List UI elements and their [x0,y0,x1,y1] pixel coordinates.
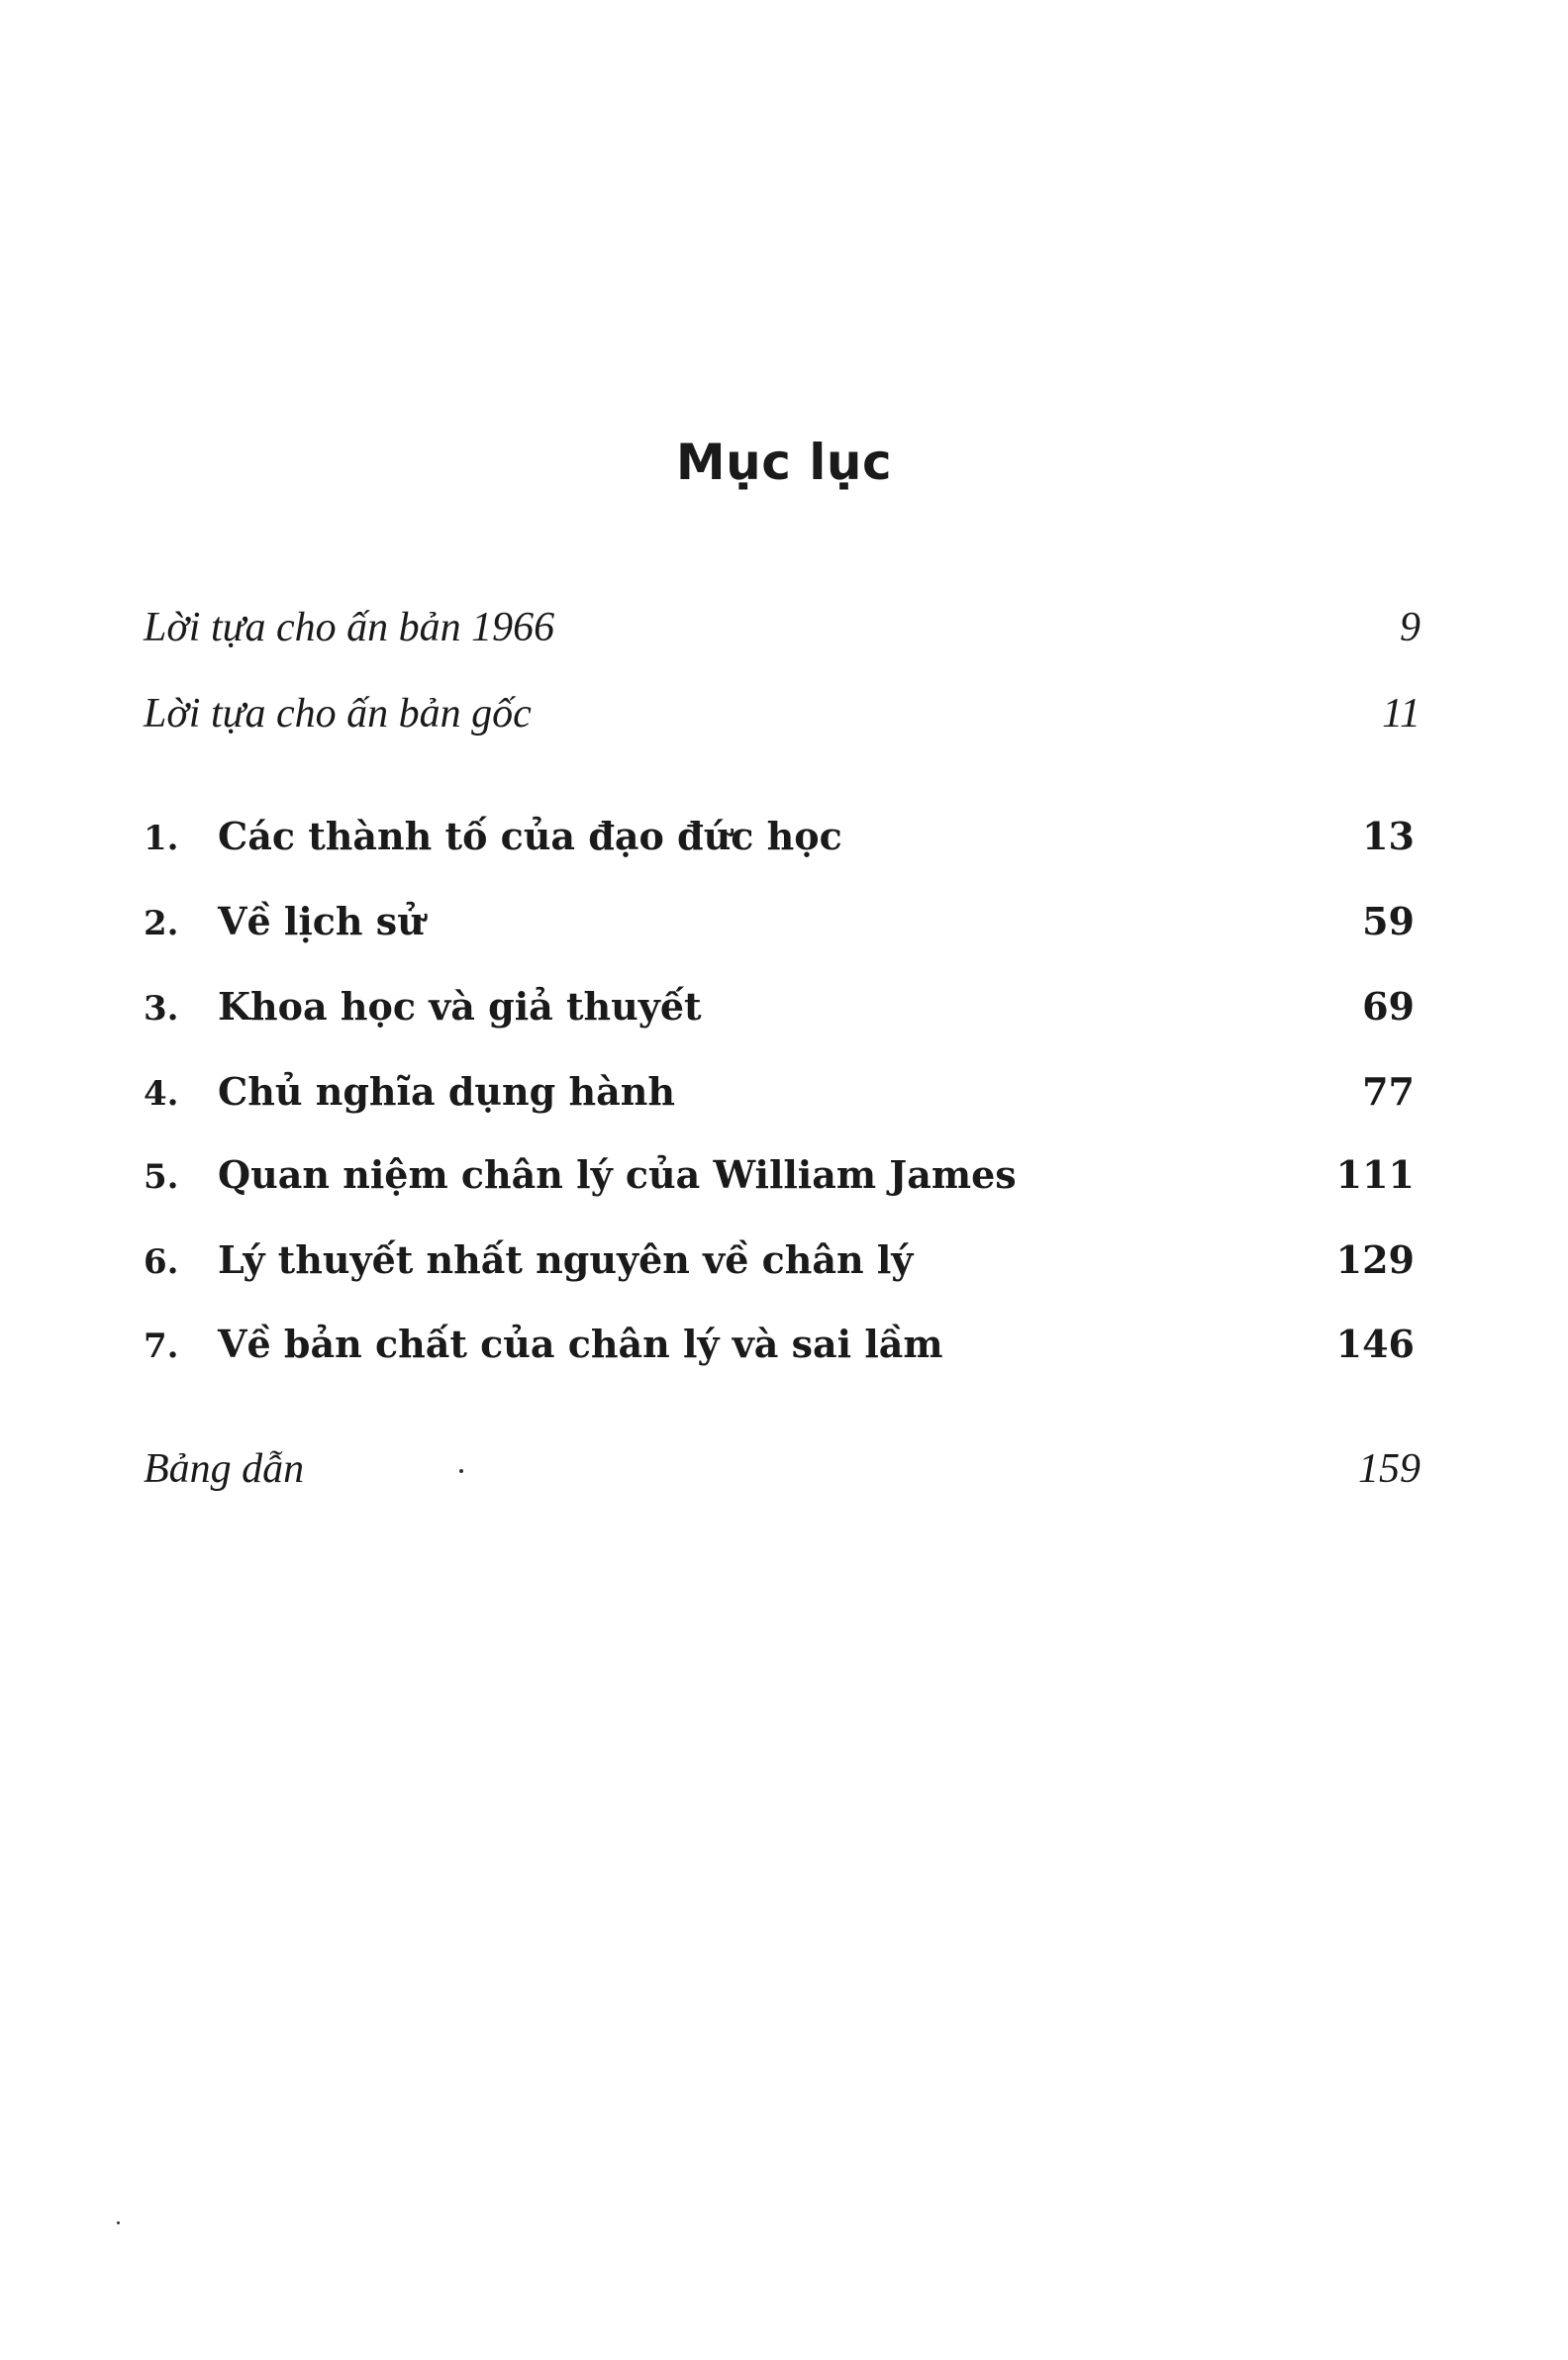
toc-entry-number: 5. [144,1157,179,1197]
toc-entry-number: 4. [144,1074,179,1114]
toc-entry-page: 9 [1400,605,1421,650]
toc-entry-label: Quan niệm chân lý của William James [218,1152,1017,1197]
toc-entry-number: 6. [144,1242,179,1282]
toc-entry-chapter-1 [144,814,1421,873]
toc-entry-number: 3. [144,989,179,1029]
toc-entry-index [144,1445,1421,1505]
toc-entry-page: 111 [1335,1152,1415,1197]
toc-entry-chapter-7 [144,1322,1421,1381]
toc-entry-page: 146 [1335,1322,1415,1366]
toc-entry-label: Về lịch sử [218,899,425,943]
toc-entry-label: Lý thuyết nhất nguyên về chân lý [218,1237,914,1282]
toc-entry-label: Về bản chất của chân lý và sai lầm [218,1322,943,1366]
toc-entry-page: 129 [1335,1237,1415,1282]
toc-entry-chapter-2 [144,899,1421,958]
toc-entry-label: Lời tựa cho ấn bản gốc [144,691,532,737]
toc-entry-page: 159 [1358,1446,1421,1492]
toc-entry-number: 1. [144,819,179,858]
toc-entry-page: 77 [1362,1069,1415,1114]
page-title: Mục lục [675,434,893,491]
toc-entry-preface-original [144,690,1421,749]
toc-entry-page: 69 [1362,984,1415,1029]
toc-entry-chapter-4 [144,1069,1421,1129]
toc-entry-label: Các thành tố của đạo đức học [218,814,842,858]
toc-entry-label: Lời tựa cho ấn bản 1966 [144,605,555,650]
toc-entry-chapter-5 [144,1152,1421,1212]
toc-entry-label: Khoa học và giả thuyết [218,984,702,1029]
toc-entry-number: 2. [144,904,179,943]
toc-entry-number: 7. [144,1327,179,1366]
toc-entry-chapter-6 [144,1237,1421,1297]
toc-entry-label: Bảng dẫn [144,1446,305,1492]
scan-speck [117,2221,120,2224]
scan-speck [459,1469,463,1473]
toc-entry-preface-1966 [144,604,1421,663]
toc-entry-page: 11 [1382,691,1421,737]
toc-entry-chapter-3 [144,984,1421,1043]
toc-entry-page: 13 [1362,814,1415,858]
toc-entry-label: Chủ nghĩa dụng hành [218,1069,675,1114]
toc-entry-page: 59 [1362,899,1415,943]
